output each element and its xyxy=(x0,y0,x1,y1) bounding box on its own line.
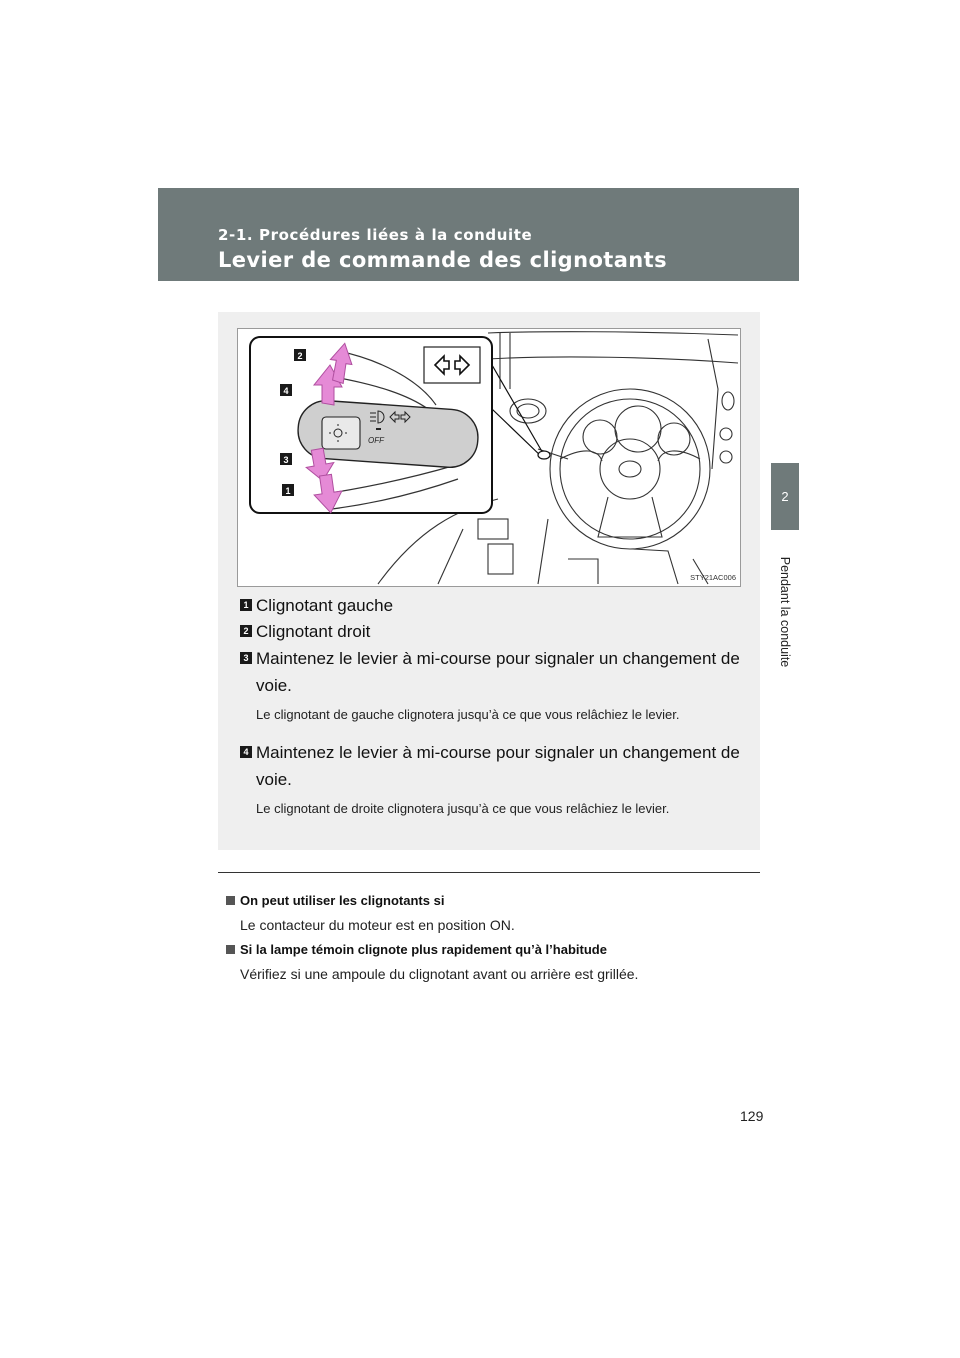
item-number-badge: 2 xyxy=(240,625,252,637)
item-number-badge: 1 xyxy=(240,599,252,611)
turn-signal-lever-illustration xyxy=(237,328,741,587)
off-position-label: OFF xyxy=(368,436,384,445)
callout-3: 3 xyxy=(283,455,289,465)
lever-drawing xyxy=(238,329,740,586)
note-body: Le contacteur du moteur est en position ON. xyxy=(240,917,515,933)
callout-1: 1 xyxy=(285,486,291,496)
item-note: Le clignotant de gauche clignotera jusqu’à ce que vous relâchiez le levier. xyxy=(256,707,680,722)
item-number-badge: 3 xyxy=(240,652,252,664)
item-note: Le clignotant de droite clignotera jusqu’à ce que vous relâchiez le levier. xyxy=(256,801,670,816)
note-heading-text: On peut utiliser les clignotants si xyxy=(240,893,445,908)
figure-code: STY21AC006 xyxy=(690,573,736,582)
item-number-badge: 4 xyxy=(240,746,252,758)
list-item xyxy=(240,645,746,725)
note-heading xyxy=(226,893,444,908)
section-label: 2-1. Procédures liées à la conduite xyxy=(218,226,533,244)
note-body: Vérifiez si une ampoule du clignotant avant ou arrière est grillée. xyxy=(240,966,639,982)
note-heading xyxy=(226,942,607,957)
callout-4: 4 xyxy=(283,386,289,396)
list-item xyxy=(240,618,746,645)
chapter-header xyxy=(158,188,799,281)
item-text: Maintenez le levier à mi-course pour signaler un changement de voie. xyxy=(256,649,740,695)
item-text: Clignotant gauche xyxy=(256,596,394,615)
bullet-square-icon xyxy=(226,945,235,954)
page-title: Levier de commande des clignotants xyxy=(218,248,667,272)
item-text: Clignotant droit xyxy=(256,622,371,641)
chapter-tab-label: Pendant la conduite xyxy=(778,556,792,668)
chapter-tab[interactable]: 2 xyxy=(771,463,799,530)
bullet-square-icon xyxy=(226,896,235,905)
list-item xyxy=(240,592,746,619)
list-item xyxy=(240,739,746,819)
page-number: 129 xyxy=(740,1108,764,1124)
section-divider xyxy=(218,872,760,873)
note-heading-text: Si la lampe témoin clignote plus rapidement qu’à l’habitude xyxy=(240,942,607,957)
callout-2: 2 xyxy=(297,351,303,361)
item-text: Maintenez le levier à mi-course pour signaler un changement de voie. xyxy=(256,743,740,789)
